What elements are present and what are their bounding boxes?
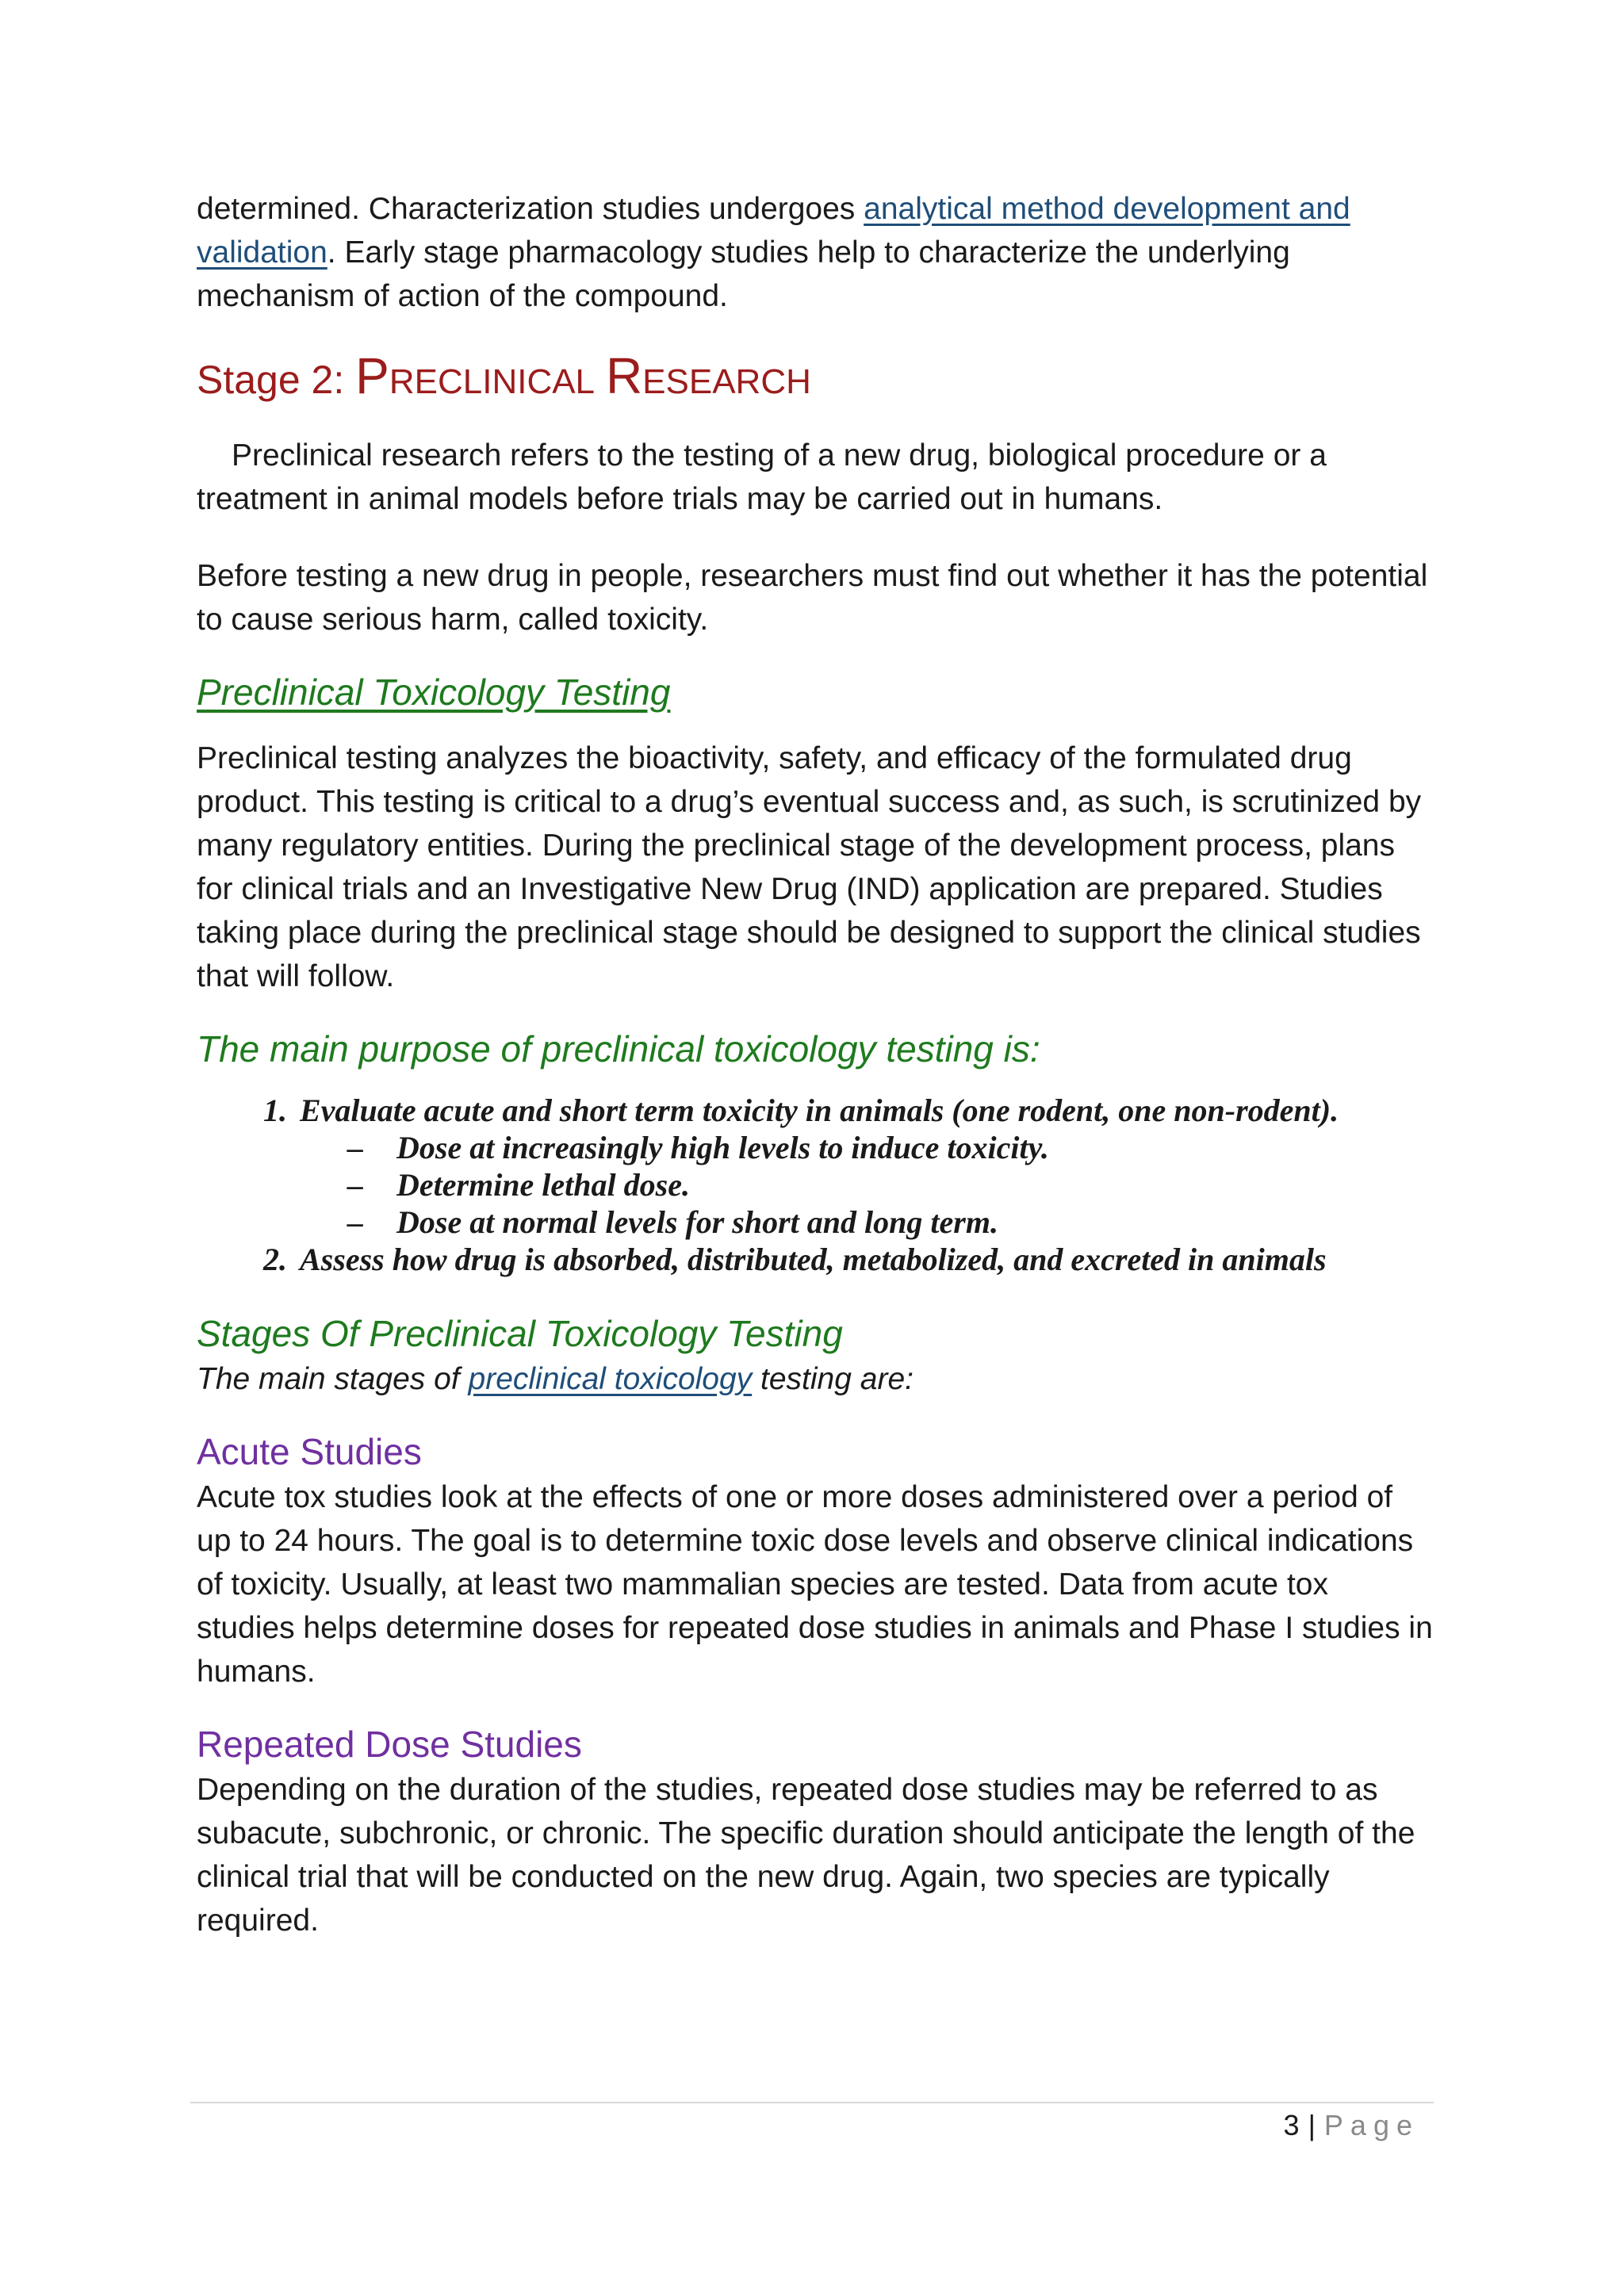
list-item-text: Assess how drug is absorbed, distributed, metabolized, and excreted in animals — [300, 1242, 1327, 1277]
toxicity-paragraph: Before testing a new drug in people, researchers must find out whether it has the potential to cause serious harm, called toxicity. — [197, 559, 1428, 637]
stages-heading: Stages Of Preclinical Toxicology Testing — [197, 1313, 843, 1354]
purpose-list — [197, 1092, 1434, 1278]
sub-list-item-text: Dose at normal levels for short and long term. — [396, 1204, 998, 1240]
dash-bullet: – — [347, 1167, 363, 1203]
footer-divider — [190, 2102, 1434, 2103]
page-number — [1284, 2109, 1419, 2142]
stage-2-prefix: Stage 2: — [197, 358, 356, 402]
analytical-method-link[interactable]: analytical method development and validation — [197, 192, 1350, 270]
stage-2-p-cap: P — [355, 347, 389, 404]
preclinical-definition-paragraph: Preclinical research refers to the testing of a new drug, biological procedure or a treatment in animal models before trials may be carried out in humans. — [197, 438, 1327, 516]
dash-bullet: – — [347, 1204, 363, 1240]
repeated-dose-heading: Repeated Dose Studies — [197, 1724, 582, 1765]
intro-text-end: . Early stage pharmacology studies help to characterize the underlying mechanism of action of the compound. — [197, 235, 1290, 313]
page-number-separator: | — [1308, 2109, 1316, 2141]
list-item — [295, 1092, 1434, 1241]
stages-intro-end: testing are: — [752, 1362, 914, 1396]
preclinical-testing-paragraph: Preclinical testing analyzes the bioactivity, safety, and efficacy of the formulated drug product. This testing is critical to a drug’s eventual success and, as such, is scrutinized by many regulatory entities. During the preclinical stage of the development process, plans for clinical trials and an Investigative New Drug (IND) application are prepared. Studies taking place during the preclinical stage should be designed to support the clinical studies that will follow. — [197, 741, 1422, 993]
sub-list-item — [347, 1129, 1434, 1166]
preclinical-toxicology-link[interactable]: preclinical toxicology — [468, 1362, 753, 1396]
list-item — [295, 1241, 1434, 1278]
list-item-text: Evaluate acute and short term toxicity in animals (one rodent, one non-rodent). — [300, 1093, 1339, 1128]
toxicology-testing-heading: Preclinical Toxicology Testing — [197, 672, 671, 713]
acute-studies-heading: Acute Studies — [197, 1431, 422, 1472]
stage-2-r-rest: ESEARCH — [642, 362, 811, 401]
stage-2-p-rest: RECLINICAL — [389, 362, 596, 401]
sub-list-item — [347, 1203, 1434, 1241]
intro-paragraph — [197, 187, 1434, 318]
acute-studies-paragraph: Acute tox studies look at the effects of one or more doses administered over a period of up to 24 hours. The goal is to determine toxic dose levels and observe clinical indications of toxicity. Usually, at least two mammalian species are tested. Data from acute tox studies helps determine doses for repeated dose studies in animals and Phase I studies in humans. — [197, 1480, 1433, 1689]
sub-list-item — [347, 1166, 1434, 1203]
sub-list-item-text: Determine lethal dose. — [396, 1167, 690, 1203]
page-number-value: 3 — [1283, 2109, 1300, 2141]
sub-list-item-text: Dose at increasingly high levels to induce toxicity. — [396, 1130, 1049, 1165]
sub-list — [300, 1129, 1434, 1241]
main-purpose-heading: The main purpose of preclinical toxicology testing is: — [197, 1028, 1040, 1070]
repeated-dose-paragraph: Depending on the duration of the studies, repeated dose studies may be referred to as subacute, subchronic, or chronic. The specific duration should anticipate the length of the clinical trial that will be conducted on the new drug. Again, two species are typically required. — [197, 1773, 1415, 1938]
intro-text-start: determined. Characterization studies undergoes — [197, 192, 864, 226]
stages-intro — [197, 1357, 1434, 1401]
stages-intro-start: The main stages of — [197, 1362, 469, 1396]
dash-bullet: – — [347, 1130, 363, 1165]
stage-2-heading — [197, 348, 1434, 410]
page-content — [197, 187, 1434, 1942]
stage-2-r-cap: R — [605, 347, 643, 404]
page-label: Page — [1323, 2109, 1419, 2141]
